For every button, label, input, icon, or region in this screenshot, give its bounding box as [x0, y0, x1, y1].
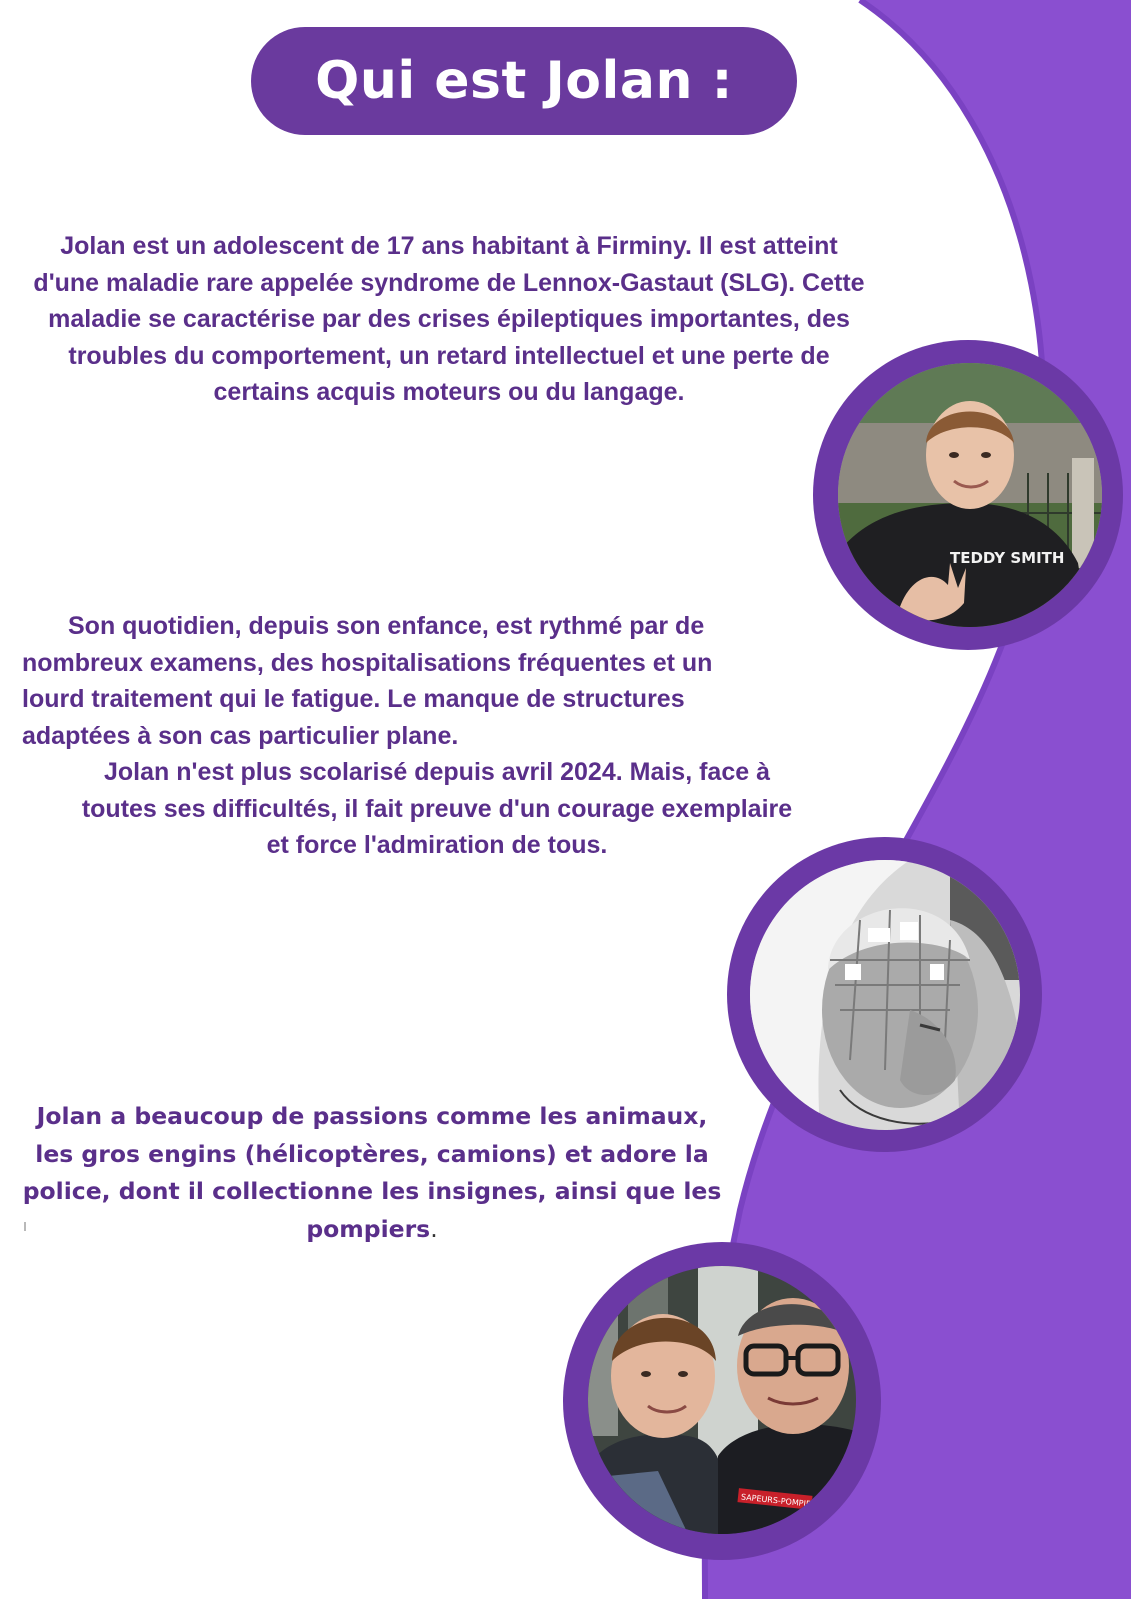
text-line: et force l'admiration de tous. — [266, 831, 608, 859]
title-banner — [251, 27, 797, 135]
text-line: toutes ses difficultés, il fait preuve d'un courage exemplaire — [81, 794, 793, 823]
passions-text: Jolan a beaucoup de passions comme les animaux, les gros engins (hélicoptères, camions) et adore la police, dont il collectionne les insignes, ainsi que les pompiers — [22, 1102, 722, 1243]
page-title: Qui est Jolan : — [315, 51, 733, 111]
paragraph-intro: Jolan est un adolescent de 17 ans habitant à Firminy. Il est atteint d'une maladie rare appelée syndrome de Lennox-Gastaut (SLG). Cette maladie se caractérise par des crises épileptiques importantes, des troubles du comportement, un retard intellectuel et une perte de certains acquis moteurs ou du langage. — [33, 232, 865, 406]
photo-jolan-outdoors — [838, 363, 1102, 627]
text-line: Jolan n'est plus scolarisé depuis avril 2024. Mais, face à — [104, 758, 770, 786]
badge-text: SAPEURS-POMPIERS — [740, 1492, 822, 1510]
paragraph-passions — [22, 1098, 722, 1248]
text-line: lourd traitement qui le fatigue. Le manque de structures — [22, 685, 685, 713]
text-line: Son quotidien, depuis son enfance, est rythmé par de — [68, 612, 705, 640]
passions-end: . — [430, 1214, 438, 1243]
paragraph-daily-life — [22, 608, 852, 864]
text-line: adaptées à son cas particulier plane. — [22, 721, 459, 750]
text-line: nombreux examens, des hospitalisations fréquentes et un — [22, 648, 713, 677]
photo-jolan-firefighter — [588, 1266, 856, 1534]
photo-jolan-hospital — [750, 860, 1020, 1130]
shirt-text: TEDDY SMITH — [950, 549, 1065, 567]
stray-mark — [24, 1222, 26, 1231]
